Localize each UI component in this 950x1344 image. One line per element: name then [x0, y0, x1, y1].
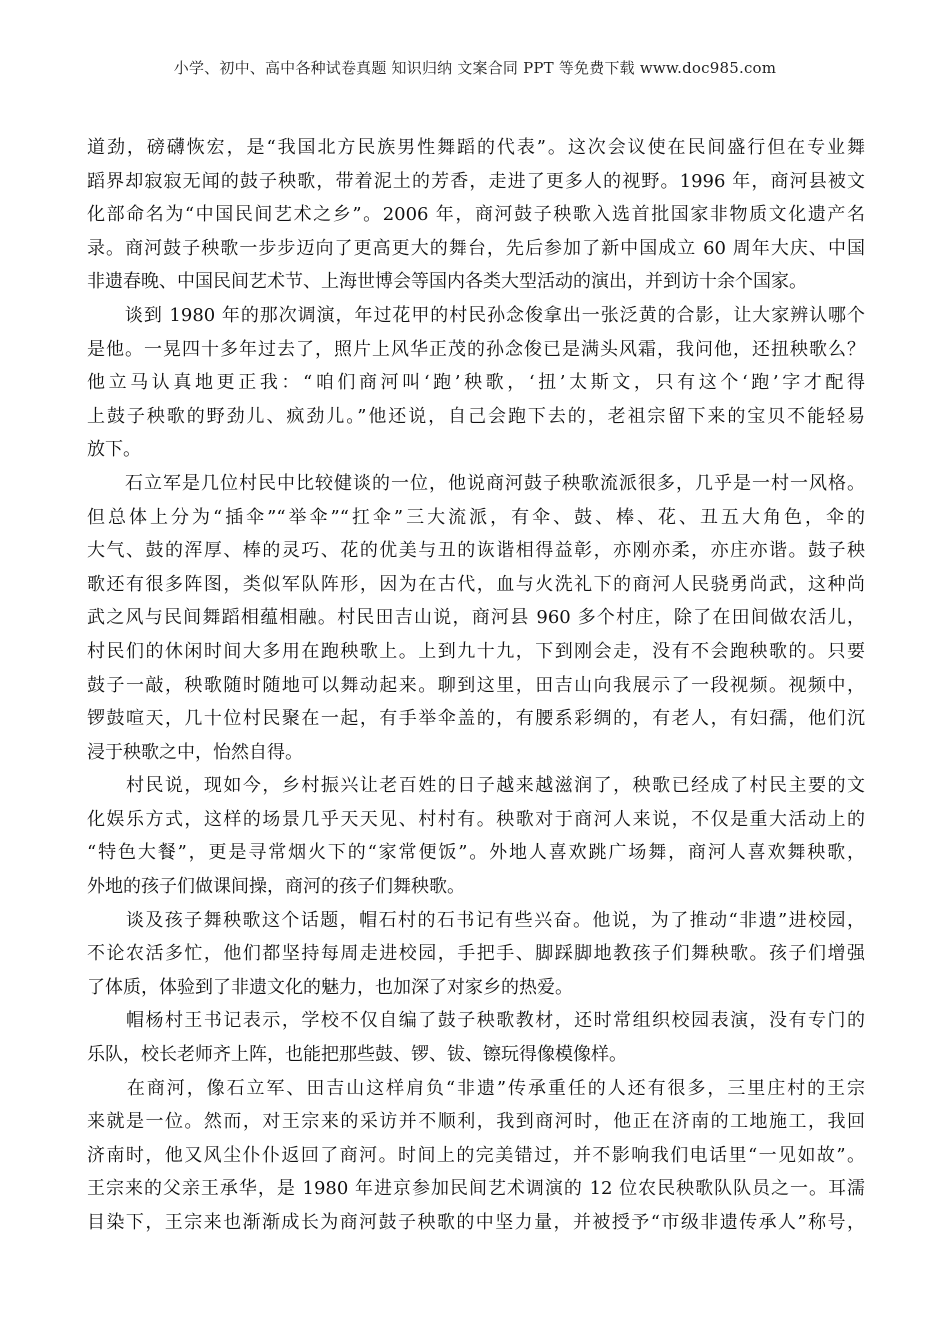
text-line: 谈及孩子舞秧歌这个话题，帽石村的石书记有些兴奋。他说，为了推动“非遗”进校园， — [87, 909, 865, 931]
text-line: 在商河，像石立军、田吉山这样肩负“非遗”传承重任的人还有很多，三里庄村的王宗 — [87, 1077, 865, 1099]
text-line: 放下。 — [87, 439, 141, 461]
text-line: 石立军是几位村民中比较健谈的一位，他说商河鼓子秧歌流派很多，几乎是一村一风格。 — [87, 472, 865, 494]
text-line: 外地的孩子们做课间操，商河的孩子们舞秧歌。 — [87, 876, 465, 898]
text-line: 蹈界却寂寂无闻的鼓子秧歌，带着泥土的芳香，走进了更多人的视野。1996 年，商河县被文 — [87, 170, 865, 192]
text-line: 锣鼓喧天，几十位村民聚在一起，有手举伞盖的，有腰系彩绸的，有老人，有妇孺，他们沉 — [87, 708, 865, 730]
text-line: 上鼓子秧歌的野劲儿、疯劲儿。”他还说，自己会跑下去的，老祖宗留下来的宝贝不能轻易 — [87, 405, 865, 427]
text-line: 武之风与民间舞蹈相蕴相融。村民田吉山说，商河县 960 多个村庄，除了在田间做农活儿， — [87, 607, 865, 629]
text-line: 大气、鼓的浑厚、棒的灵巧、花的优美与丑的诙谐相得益彰，亦刚亦柔，亦庄亦谐。鼓子秧 — [87, 540, 865, 562]
text-line: 来就是一位。然而，对王宗来的采访并不顺利，我到商河时，他正在济南的工地施工，我回 — [87, 1111, 865, 1133]
page-header-banner: 小学、初中、高中各种试卷真题 知识归纳 文案合同 PPT 等免费下载 www.doc985.com — [173, 59, 777, 77]
text-line: 村民们的休闲时间大多用在跑秧歌上。上到九十九，下到刚会走，没有不会跑秧歌的。只要 — [87, 640, 865, 662]
text-line: 乐队，校长老师齐上阵，也能把那些鼓、锣、钹、镲玩得像模像样。 — [87, 1044, 627, 1066]
text-line: “特色大餐”，更是寻常烟火下的“家常便饭”。外地人喜欢跳广场舞，商河人喜欢舞秧歌， — [87, 842, 865, 864]
text-line: 录。商河鼓子秧歌一步步迈向了更高更大的舞台，先后参加了新中国成立 60 周年大庆、中国 — [87, 237, 865, 259]
text-line: 了体质，体验到了非遗文化的魅力，也加深了对家乡的热爱。 — [87, 976, 573, 998]
text-line: 是他。一晃四十多年过去了，照片上风华正茂的孙念俊已是满头风霜，我问他，还扭秧歌么？ — [87, 338, 865, 360]
text-line: 化部命名为“中国民间艺术之乡”。2006 年，商河鼓子秧歌入选首批国家非物质文化遗产名 — [87, 204, 865, 226]
text-line: 王宗来的父亲王承华，是 1980 年进京参加民间艺术调演的 12 位农民秧歌队队员之一。耳濡 — [87, 1178, 865, 1200]
text-line: 不论农活多忙，他们都坚持每周走进校园，手把手、脚踩脚地教孩子们舞秧歌。孩子们增强 — [87, 943, 865, 965]
text-line: 鼓子一敲，秧歌随时随地可以舞动起来。聊到这里，田吉山向我展示了一段视频。视频中， — [87, 674, 865, 696]
text-line: 村民说，现如今，乡村振兴让老百姓的日子越来越滋润了，秧歌已经成了村民主要的文 — [87, 775, 865, 797]
text-line: 他立马认真地更正我：“咱们商河叫‘跑’秧歌，‘扭’太斯文，只有这个‘跑’字才配得 — [87, 372, 865, 394]
text-line: 化娱乐方式，这样的场景几乎天天见、村村有。秧歌对于商河人来说，不仅是重大活动上的 — [87, 808, 865, 830]
text-line: 谈到 1980 年的那次调演，年过花甲的村民孙念俊拿出一张泛黄的合影，让大家辨认哪个 — [87, 304, 865, 326]
text-line: 济南时，他又风尘仆仆返回了商河。时间上的完美错过，并不影响我们电话里“一见如故”。 — [87, 1144, 865, 1166]
text-line: 浸于秧歌之中，怡然自得。 — [87, 741, 303, 763]
text-line: 道劲，磅礴恢宏，是“我国北方民族男性舞蹈的代表”。这次会议使在民间盛行但在专业舞 — [87, 137, 865, 158]
article-body — [87, 131, 865, 1240]
text-line: 但总体上分为“插伞”“举伞”“扛伞”三大流派，有伞、鼓、棒、花、丑五大角色，伞的 — [87, 506, 865, 528]
text-line: 歌还有很多阵图，类似军队阵形，因为在古代，血与火洗礼下的商河人民骁勇尚武，这种尚 — [87, 573, 865, 595]
text-line: 目染下，王宗来也渐渐成长为商河鼓子秧歌的中坚力量，并被授予“市级非遗传承人”称号， — [87, 1212, 865, 1233]
text-line: 帽杨村王书记表示，学校不仅自编了鼓子秧歌教材，还时常组织校园表演，没有专门的 — [87, 1010, 865, 1032]
text-line: 非遗春晚、中国民间艺术节、上海世博会等国内各类大型活动的演出，并到访十余个国家。 — [87, 271, 807, 293]
